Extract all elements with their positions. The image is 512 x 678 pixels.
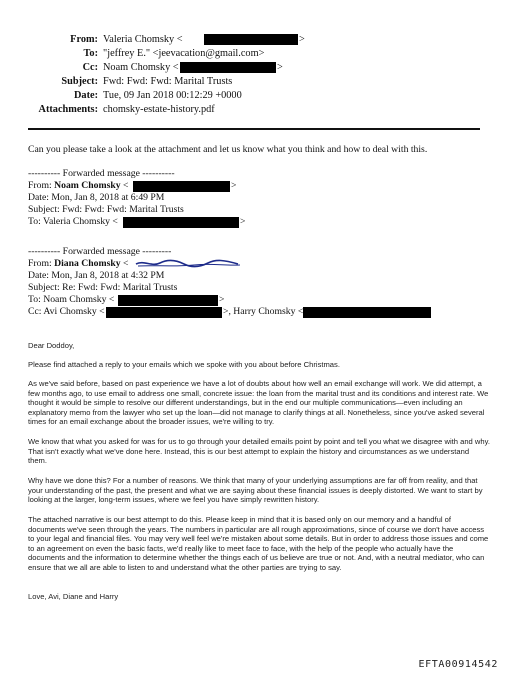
forward-date: Date: Mon, Jan 8, 2018 at 6:49 PM bbox=[28, 192, 165, 203]
forward-from-name: Diana Chomsky bbox=[54, 258, 121, 269]
forward-to-close: > bbox=[240, 216, 246, 227]
salutation: Dear Doddoy, bbox=[28, 341, 75, 350]
cc-close-bracket: > bbox=[277, 62, 283, 73]
subject-value: Fwd: Fwd: Fwd: Marital Trusts bbox=[103, 76, 233, 87]
forward-date: Date: Mon, Jan 8, 2018 at 4:32 PM bbox=[28, 270, 165, 281]
redaction-bar bbox=[118, 295, 218, 306]
redaction-bar bbox=[133, 181, 230, 192]
attachments-value[interactable]: chomsky-estate-history.pdf bbox=[103, 104, 215, 115]
from-label: From: bbox=[70, 34, 98, 45]
forward-divider: ---------- Forwarded message ---------- bbox=[28, 168, 175, 179]
paragraph-4: Why have we done this? For a number of reasons. We think that many of your underlying assumptions are far off from reality, and that your understanding of the past, the present and what we are saying about these financial issues is deeply distorted. We want to start by looking at the larger, long-term issues, where we feel you have simply rewritten history. bbox=[28, 476, 483, 505]
forward-from-suffix: < bbox=[120, 180, 129, 191]
header-divider bbox=[28, 128, 480, 130]
redaction-bar bbox=[123, 217, 239, 228]
paragraph-1: Please find attached a reply to your emails which we spoke with you about before Christmas. bbox=[28, 360, 340, 369]
forward-from-row bbox=[28, 180, 128, 192]
attachments-label: Attachments: bbox=[38, 104, 98, 115]
forward-from-close: > bbox=[231, 180, 237, 191]
date-value: Tue, 09 Jan 2018 00:12:29 +0000 bbox=[103, 90, 242, 101]
paragraph-5: The attached narrative is our best attempt to do this. Please keep in mind that it is based only on our memory and a handful of documents we've seen through the years. The numbers in particular are all rough approximations, since of course we don't have access to your legal and financial files. You may very well feel we're mistaken about some details. But in order to address those issues and come to an agreement on even the basic facts, we'd really like to meet face to face, with the help of the people who actually have the documents and the information to determine whether the things each of us believe are true or not. And, with a neutral mediator, who can ensure that we all are able to listen to and understand what the other parties are trying to say. bbox=[28, 515, 489, 572]
intro-message: Can you please take a look at the attachment and let us know what you think and how to deal with this. bbox=[28, 144, 428, 155]
redacted-scribble bbox=[134, 259, 242, 268]
forward-subject: Subject: Fwd: Fwd: Fwd: Marital Trusts bbox=[28, 204, 184, 215]
paragraph-2: As we've said before, based on past experience we have a lot of doubts about how well an email exchange will work. We did attempt, a few months ago, to use email to address one small, concrete issue: the loan from the marital trust and its conditions and interest rate. We thought it would be simple to resolve our different understandings, but in the end our multiple communications—even including an explanatory memo from the lawyer who set up the loan—did not manage to clarify things at all. Nonetheless, since you've asked several times for an email exchange about the broader issues, we're willing to try. bbox=[28, 379, 489, 427]
subject-label: Subject: bbox=[61, 76, 98, 87]
from-value: Valeria Chomsky < bbox=[103, 34, 183, 45]
forward-divider: ---------- Forwarded message --------- bbox=[28, 246, 172, 257]
to-value: "jeffrey E." <jeevacation@gmail.com> bbox=[103, 48, 265, 59]
forward-cc-prefix: Cc: Avi Chomsky < bbox=[28, 306, 105, 317]
forward-from-prefix: From: bbox=[28, 180, 55, 191]
forward-from-prefix: From: bbox=[28, 258, 55, 269]
redaction-bar bbox=[303, 307, 431, 318]
closing: Love, Avi, Diane and Harry bbox=[28, 592, 119, 601]
forward-from-row bbox=[28, 258, 128, 270]
from-close-bracket: > bbox=[299, 34, 305, 45]
redaction-bar bbox=[204, 34, 298, 45]
forward-to: To: Noam Chomsky < bbox=[28, 294, 115, 305]
paragraph-3: We know that what you asked for was for us to go through your detailed emails point by point and tell you what we disagree with and why. That isn't exactly what we've done here. Instead, this is our best attempt to explain the history and circumstances as we understand them. bbox=[28, 437, 490, 466]
forward-cc-middle: >, Harry Chomsky < bbox=[223, 306, 304, 317]
to-label: To: bbox=[83, 48, 98, 59]
forward-subject: Subject: Re: Fwd: Fwd: Marital Trusts bbox=[28, 282, 178, 293]
forward-from-suffix: < bbox=[120, 258, 129, 269]
cc-value: Noam Chomsky < bbox=[103, 62, 179, 73]
forward-to-close: > bbox=[219, 294, 225, 305]
forward-from-name: Noam Chomsky bbox=[54, 180, 121, 191]
date-label: Date: bbox=[73, 90, 98, 101]
bates-number: EFTA00914542 bbox=[418, 659, 498, 670]
redaction-bar bbox=[106, 307, 222, 318]
cc-label: Cc: bbox=[82, 62, 98, 73]
redaction-bar bbox=[180, 62, 276, 73]
forward-to: To: Valeria Chomsky < bbox=[28, 216, 118, 227]
